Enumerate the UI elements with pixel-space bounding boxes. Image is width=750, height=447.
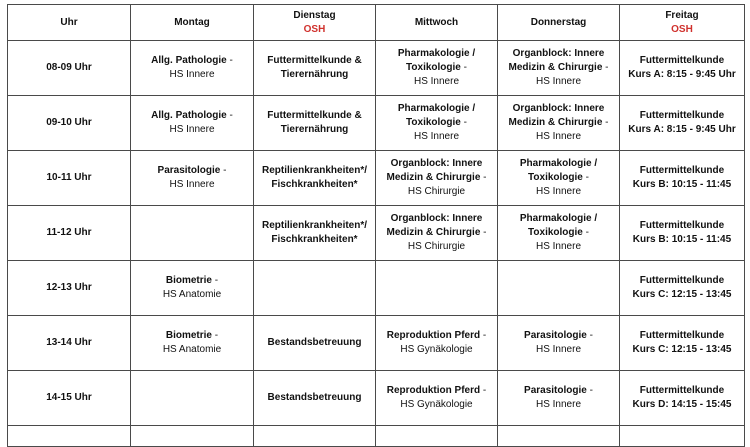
course-label	[379, 102, 494, 116]
course-label	[257, 164, 372, 178]
cell-text: Allg. Pathologie	[151, 110, 227, 121]
cell-text: HS Chirurgie	[407, 241, 466, 252]
room-label	[134, 68, 250, 82]
time-label: 11-12 Uhr	[46, 227, 92, 238]
time-label: 08-09 Uhr	[46, 62, 92, 73]
course-label	[623, 274, 741, 288]
course-label	[501, 384, 616, 398]
schedule-row	[8, 151, 745, 206]
cell-text: HS Gynäkologie	[400, 344, 473, 355]
course-label	[501, 171, 616, 185]
room-label	[501, 240, 616, 254]
course-label	[623, 384, 741, 398]
time-cell	[8, 261, 131, 316]
course-label	[623, 123, 741, 137]
cell-text: Kurs B: 10:15 - 11:45	[632, 234, 732, 245]
room-label	[134, 288, 250, 302]
course-label	[501, 116, 616, 130]
empty-cell	[498, 426, 620, 447]
time-cell	[8, 206, 131, 261]
separator-dash: -	[226, 110, 233, 121]
cell-monday	[131, 96, 254, 151]
cell-text: Fischkrankheiten*	[271, 179, 358, 190]
course-label	[379, 61, 494, 75]
cell-wednesday	[376, 151, 498, 206]
room-label	[501, 130, 616, 144]
time-cell	[8, 151, 131, 206]
cell-text: Biometrie	[165, 330, 212, 341]
room-label	[379, 240, 494, 254]
cell-monday	[131, 151, 254, 206]
col-header-thursday	[498, 5, 620, 41]
col-header-tuesday-label: Dienstag	[293, 9, 336, 21]
schedule-row	[8, 206, 745, 261]
cell-text: Futtermittelkunde	[639, 220, 725, 231]
course-label	[257, 178, 372, 192]
cell-text: Kurs B: 10:15 - 11:45	[632, 179, 732, 190]
cell-monday	[131, 261, 254, 316]
schedule-row	[8, 41, 745, 96]
cell-wednesday	[376, 41, 498, 96]
header-row	[8, 5, 745, 41]
cell-text: Medizin & Chirurgie	[386, 172, 481, 183]
course-label	[501, 47, 616, 61]
course-label	[501, 212, 616, 226]
cell-text: Reptilienkrankheiten*/	[261, 220, 368, 231]
empty-cell	[376, 426, 498, 447]
cell-text: HS Gynäkologie	[400, 399, 473, 410]
course-label	[623, 398, 741, 412]
time-label: 12-13 Uhr	[46, 282, 92, 293]
time-label: 10-11 Uhr	[46, 172, 92, 183]
cell-monday	[131, 371, 254, 426]
cell-text: HS Innere	[169, 179, 215, 190]
room-label	[379, 75, 494, 89]
cell-text: Futtermittelkunde &	[267, 110, 362, 121]
room-label	[379, 398, 494, 412]
room-label	[501, 185, 616, 199]
cell-friday	[620, 316, 745, 371]
cell-text: Kurs A: 8:15 - 9:45 Uhr	[628, 69, 736, 80]
col-header-wednesday	[376, 5, 498, 41]
course-label	[379, 157, 494, 171]
cell-friday	[620, 371, 745, 426]
course-label	[257, 391, 372, 405]
cell-text: Organblock: Innere	[390, 158, 483, 169]
cell-text: Futtermittelkunde	[639, 165, 725, 176]
separator-dash: -	[586, 385, 593, 396]
schedule-row	[8, 261, 745, 316]
course-label	[134, 329, 250, 343]
cell-tuesday	[254, 41, 376, 96]
timetable	[7, 4, 745, 447]
cell-text: Futtermittelkunde	[639, 110, 725, 121]
cell-text: Pharmakologie /	[519, 158, 598, 169]
col-header-friday-label: Freitag	[665, 9, 699, 21]
cell-text: Organblock: Innere	[512, 103, 605, 114]
col-header-thursday-label: Donnerstag	[530, 16, 587, 28]
cell-friday	[620, 261, 745, 316]
cell-text: Kurs C: 12:15 - 13:45	[632, 289, 732, 300]
course-label	[501, 157, 616, 171]
cell-text: Bestandsbetreuung	[267, 392, 362, 403]
course-label	[623, 54, 741, 68]
cell-text: HS Innere	[535, 186, 582, 197]
cell-tuesday	[254, 261, 376, 316]
col-header-tuesday	[254, 5, 376, 41]
separator-dash: -	[480, 385, 487, 396]
time-cell	[8, 41, 131, 96]
cell-text: Kurs D: 14:15 - 15:45	[632, 399, 732, 410]
course-label	[257, 54, 372, 68]
time-label: 09-10 Uhr	[46, 117, 92, 128]
cell-text: HS Innere	[535, 76, 582, 87]
cell-friday	[620, 96, 745, 151]
course-label	[134, 274, 250, 288]
room-label	[379, 343, 494, 357]
cell-text: HS Innere	[535, 131, 582, 142]
course-label	[257, 123, 372, 137]
course-label	[379, 171, 494, 185]
empty-cell	[8, 426, 131, 447]
cell-text: Organblock: Innere	[512, 48, 605, 59]
col-header-time-label: Uhr	[60, 16, 78, 28]
cell-text: Futtermittelkunde	[639, 55, 725, 66]
cell-tuesday	[254, 371, 376, 426]
time-label: 14-15 Uhr	[46, 392, 92, 403]
cell-text: HS Chirurgie	[407, 186, 466, 197]
empty-cell	[620, 426, 745, 447]
course-label	[623, 219, 741, 233]
cell-thursday	[498, 151, 620, 206]
separator-dash: -	[220, 165, 227, 176]
schedule-row	[8, 316, 745, 371]
cell-text: Toxikologie	[406, 62, 461, 73]
separator-dash: -	[212, 275, 219, 286]
course-label	[379, 329, 494, 343]
cell-text: Pharmakologie /	[519, 213, 598, 224]
time-label: 13-14 Uhr	[46, 337, 92, 348]
room-label	[134, 178, 250, 192]
separator-dash: -	[212, 330, 219, 341]
cell-monday	[131, 316, 254, 371]
course-label	[379, 212, 494, 226]
cell-text: Parasitologie	[157, 165, 221, 176]
cell-text: Medizin & Chirurgie	[508, 62, 603, 73]
cell-text: Parasitologie	[524, 385, 587, 396]
separator-dash: -	[586, 330, 593, 341]
col-header-time	[8, 5, 131, 41]
cell-text: Fischkrankheiten*	[271, 234, 358, 245]
cell-text: HS Anatomie	[162, 289, 222, 300]
cell-text: Futtermittelkunde &	[267, 55, 362, 66]
cell-text: Toxikologie	[528, 227, 583, 238]
cell-tuesday	[254, 316, 376, 371]
cell-text: Reptilienkrankheiten*/	[261, 165, 368, 176]
cell-monday	[131, 41, 254, 96]
cell-text: HS Innere	[169, 69, 215, 80]
cell-text: Medizin & Chirurgie	[508, 117, 603, 128]
course-label	[501, 102, 616, 116]
separator-dash: -	[602, 62, 609, 73]
course-label	[134, 109, 250, 123]
cell-thursday	[498, 261, 620, 316]
cell-wednesday	[376, 96, 498, 151]
cell-text: Futtermittelkunde	[639, 330, 725, 341]
cell-friday	[620, 41, 745, 96]
course-label	[623, 109, 741, 123]
course-label	[379, 47, 494, 61]
time-cell	[8, 96, 131, 151]
cell-text: Bestandsbetreuung	[267, 337, 362, 348]
empty-cell	[131, 426, 254, 447]
cell-text: Tierernährung	[280, 124, 349, 135]
time-cell	[8, 371, 131, 426]
course-label	[134, 54, 250, 68]
cell-text: Futtermittelkunde	[639, 275, 725, 286]
separator-dash: -	[582, 227, 589, 238]
cell-text: Futtermittelkunde	[639, 385, 725, 396]
cell-text: Pharmakologie /	[397, 48, 476, 59]
cell-text: Parasitologie	[524, 330, 587, 341]
cell-wednesday	[376, 316, 498, 371]
col-header-friday	[620, 5, 745, 41]
course-label	[501, 61, 616, 75]
course-label	[379, 226, 494, 240]
col-header-wednesday-label: Mittwoch	[414, 16, 459, 28]
cell-tuesday	[254, 206, 376, 261]
course-label	[379, 116, 494, 130]
separator-dash: -	[480, 172, 487, 183]
room-label	[134, 343, 250, 357]
cell-text: Kurs C: 12:15 - 13:45	[632, 344, 732, 355]
course-label	[134, 164, 250, 178]
cell-thursday	[498, 316, 620, 371]
cell-text: Reproduktion Pferd	[386, 330, 481, 341]
cell-wednesday	[376, 371, 498, 426]
col-header-monday-label: Montag	[174, 16, 210, 28]
cell-text: Organblock: Innere	[390, 213, 483, 224]
course-label	[257, 233, 372, 247]
col-header-monday	[131, 5, 254, 41]
separator-dash: -	[460, 117, 467, 128]
cell-text: Tierernährung	[280, 69, 349, 80]
course-label	[379, 384, 494, 398]
course-label	[623, 164, 741, 178]
cell-monday	[131, 206, 254, 261]
course-label	[623, 288, 741, 302]
cell-thursday	[498, 371, 620, 426]
cell-text: Medizin & Chirurgie	[386, 227, 481, 238]
cell-tuesday	[254, 96, 376, 151]
cell-text: HS Innere	[535, 241, 582, 252]
room-label	[379, 185, 494, 199]
cell-text: Pharmakologie /	[397, 103, 476, 114]
schedule-row-partial	[8, 426, 745, 447]
separator-dash: -	[480, 227, 487, 238]
cell-wednesday	[376, 261, 498, 316]
room-label	[501, 398, 616, 412]
course-label	[501, 329, 616, 343]
cell-text: Allg. Pathologie	[151, 55, 227, 66]
course-label	[257, 68, 372, 82]
course-label	[501, 226, 616, 240]
course-label	[257, 219, 372, 233]
cell-text: Reproduktion Pferd	[386, 385, 481, 396]
empty-cell	[254, 426, 376, 447]
course-label	[623, 329, 741, 343]
course-label	[623, 343, 741, 357]
course-label	[257, 336, 372, 350]
cell-thursday	[498, 96, 620, 151]
course-label	[623, 233, 741, 247]
room-label	[501, 75, 616, 89]
room-label	[501, 343, 616, 357]
schedule-row	[8, 96, 745, 151]
course-label	[623, 68, 741, 82]
cell-friday	[620, 151, 745, 206]
cell-text: Biometrie	[165, 275, 212, 286]
cell-text: HS Innere	[413, 76, 460, 87]
separator-dash: -	[582, 172, 589, 183]
cell-text: HS Innere	[535, 344, 582, 355]
cell-thursday	[498, 41, 620, 96]
col-header-friday-osh-tag: OSH	[671, 23, 693, 35]
time-cell	[8, 316, 131, 371]
separator-dash: -	[480, 330, 487, 341]
room-label	[379, 130, 494, 144]
cell-text: HS Innere	[169, 124, 215, 135]
cell-text: HS Innere	[413, 131, 460, 142]
course-label	[623, 178, 741, 192]
cell-friday	[620, 206, 745, 261]
cell-text: HS Anatomie	[162, 344, 222, 355]
cell-thursday	[498, 206, 620, 261]
separator-dash: -	[602, 117, 609, 128]
cell-text: Toxikologie	[528, 172, 583, 183]
cell-wednesday	[376, 206, 498, 261]
separator-dash: -	[460, 62, 467, 73]
cell-text: HS Innere	[535, 399, 582, 410]
cell-tuesday	[254, 151, 376, 206]
course-label	[257, 109, 372, 123]
room-label	[134, 123, 250, 137]
cell-text: Kurs A: 8:15 - 9:45 Uhr	[628, 124, 736, 135]
cell-text: Toxikologie	[406, 117, 461, 128]
schedule-row	[8, 371, 745, 426]
col-header-tuesday-osh-tag: OSH	[303, 23, 326, 35]
separator-dash: -	[226, 55, 233, 66]
